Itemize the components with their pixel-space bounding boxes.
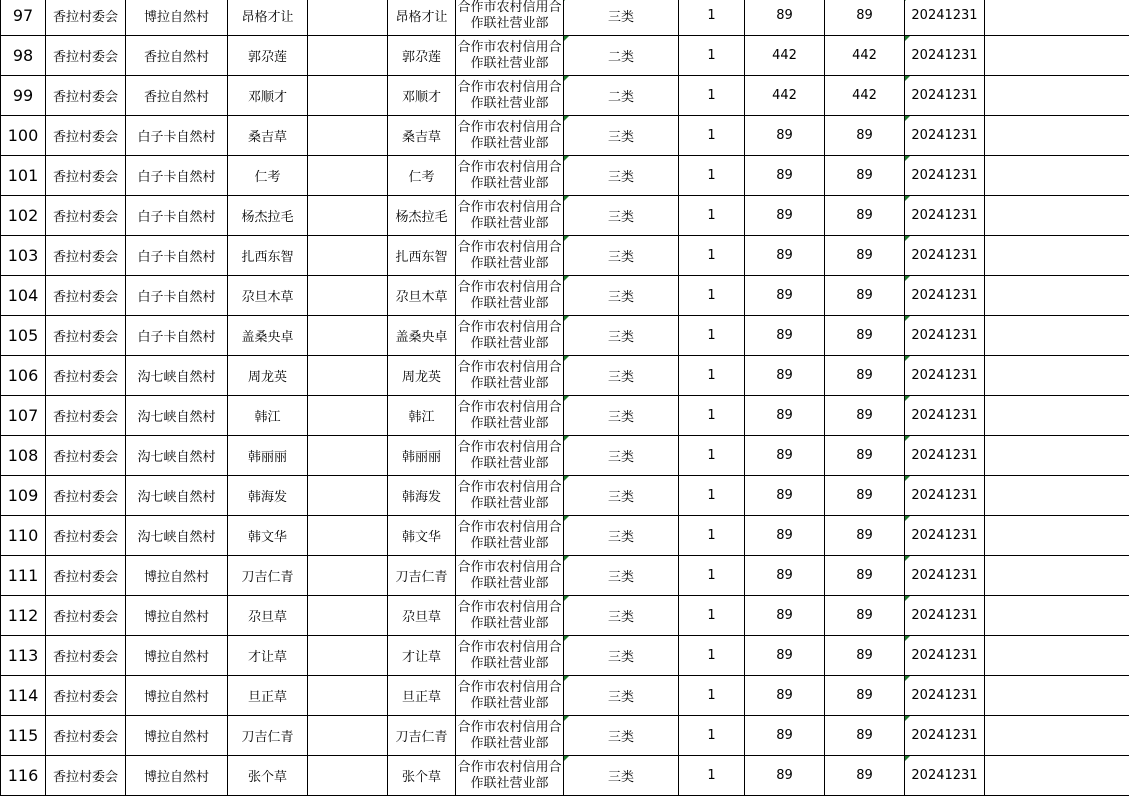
cell-amount[interactable]: 89 xyxy=(745,676,825,716)
cell-household-head[interactable]: 周龙英 xyxy=(228,356,308,396)
cell-amount[interactable]: 89 xyxy=(745,396,825,436)
cell-category[interactable]: 三类 xyxy=(564,716,679,756)
cell-category[interactable]: 三类 xyxy=(564,116,679,156)
cell-household-head[interactable]: 盖桑央卓 xyxy=(228,316,308,356)
cell-account-holder[interactable]: 昂格才让 xyxy=(388,0,456,36)
table-body xyxy=(1,0,1129,796)
cell-category[interactable]: 三类 xyxy=(564,756,679,796)
cell-household-head[interactable]: 扎西东智 xyxy=(228,236,308,276)
cell-person-count[interactable]: 1 xyxy=(679,556,745,596)
cell-person-count[interactable]: 1 xyxy=(679,316,745,356)
cell-account-holder[interactable]: 扎西东智 xyxy=(388,236,456,276)
cell-village-committee[interactable]: 香拉村委会 xyxy=(46,716,126,756)
cell-amount-paid[interactable]: 89 xyxy=(825,0,905,36)
cell-empty-extra[interactable] xyxy=(985,396,1129,436)
cell-account-holder[interactable]: 韩海发 xyxy=(388,476,456,516)
cell-household-head[interactable]: 韩海发 xyxy=(228,476,308,516)
cell-category[interactable]: 二类 xyxy=(564,36,679,76)
cell-account-holder[interactable]: 杨杰拉毛 xyxy=(388,196,456,236)
cell-household-head[interactable]: 刀吉仁青 xyxy=(228,556,308,596)
cell-category[interactable]: 三类 xyxy=(564,636,679,676)
cell-seq-number[interactable]: 98 xyxy=(1,36,46,76)
cell-amount-paid[interactable]: 442 xyxy=(825,36,905,76)
cell-seq-number[interactable]: 104 xyxy=(1,276,46,316)
cell-empty[interactable] xyxy=(308,36,388,76)
cell-amount-paid[interactable]: 89 xyxy=(825,316,905,356)
cell-empty-extra[interactable] xyxy=(985,676,1129,716)
cell-natural-village[interactable]: 博拉自然村 xyxy=(126,636,228,676)
cell-account-holder[interactable]: 桑吉草 xyxy=(388,116,456,156)
cell-amount-paid[interactable]: 89 xyxy=(825,476,905,516)
cell-village-committee[interactable]: 香拉村委会 xyxy=(46,356,126,396)
cell-seq-number[interactable]: 114 xyxy=(1,676,46,716)
cell-empty-extra[interactable] xyxy=(985,276,1129,316)
cell-village-committee[interactable]: 香拉村委会 xyxy=(46,556,126,596)
cell-empty-extra[interactable] xyxy=(985,516,1129,556)
cell-amount[interactable]: 89 xyxy=(745,556,825,596)
cell-person-count[interactable]: 1 xyxy=(679,196,745,236)
cell-household-head[interactable]: 才让草 xyxy=(228,636,308,676)
cell-natural-village[interactable]: 香拉自然村 xyxy=(126,36,228,76)
cell-amount[interactable]: 89 xyxy=(745,436,825,476)
table-row xyxy=(1,116,1129,156)
cell-natural-village[interactable]: 白子卡自然村 xyxy=(126,236,228,276)
cell-village-committee[interactable]: 香拉村委会 xyxy=(46,236,126,276)
cell-amount[interactable]: 89 xyxy=(745,356,825,396)
table-row xyxy=(1,476,1129,516)
cell-bank-branch[interactable]: 合作市农村信用合作联社营业部 xyxy=(456,356,564,396)
cell-date[interactable]: 20241231 xyxy=(905,396,985,436)
cell-natural-village[interactable]: 博拉自然村 xyxy=(126,596,228,636)
cell-date[interactable]: 20241231 xyxy=(905,196,985,236)
cell-empty[interactable] xyxy=(308,276,388,316)
cell-date[interactable]: 20241231 xyxy=(905,676,985,716)
table-row xyxy=(1,36,1129,76)
cell-empty-extra[interactable] xyxy=(985,76,1129,116)
cell-empty-extra[interactable] xyxy=(985,36,1129,76)
cell-empty[interactable] xyxy=(308,0,388,36)
cell-natural-village[interactable]: 白子卡自然村 xyxy=(126,116,228,156)
cell-household-head[interactable]: 刀吉仁青 xyxy=(228,716,308,756)
cell-household-head[interactable]: 桑吉草 xyxy=(228,116,308,156)
cell-empty-extra[interactable] xyxy=(985,0,1129,36)
cell-account-holder[interactable]: 韩文华 xyxy=(388,516,456,556)
cell-account-holder[interactable]: 张个草 xyxy=(388,756,456,796)
cell-bank-branch[interactable]: 合作市农村信用合作联社营业部 xyxy=(456,316,564,356)
cell-amount-paid[interactable]: 89 xyxy=(825,196,905,236)
cell-seq-number[interactable]: 106 xyxy=(1,356,46,396)
cell-bank-branch[interactable]: 合作市农村信用合作联社营业部 xyxy=(456,116,564,156)
cell-bank-branch[interactable]: 合作市农村信用合作联社营业部 xyxy=(456,236,564,276)
cell-person-count[interactable]: 1 xyxy=(679,636,745,676)
cell-account-holder[interactable]: 盖桑央卓 xyxy=(388,316,456,356)
cell-category[interactable]: 三类 xyxy=(564,156,679,196)
cell-amount-paid[interactable]: 89 xyxy=(825,436,905,476)
cell-amount[interactable]: 89 xyxy=(745,476,825,516)
cell-household-head[interactable]: 杨杰拉毛 xyxy=(228,196,308,236)
cell-empty-extra[interactable] xyxy=(985,236,1129,276)
cell-amount-paid[interactable]: 89 xyxy=(825,676,905,716)
cell-empty-extra[interactable] xyxy=(985,636,1129,676)
table-row xyxy=(1,756,1129,796)
cell-empty-extra[interactable] xyxy=(985,596,1129,636)
cell-natural-village[interactable]: 沟七峡自然村 xyxy=(126,396,228,436)
cell-account-holder[interactable]: 才让草 xyxy=(388,636,456,676)
cell-bank-branch[interactable]: 合作市农村信用合作联社营业部 xyxy=(456,476,564,516)
cell-empty-extra[interactable] xyxy=(985,116,1129,156)
cell-natural-village[interactable]: 博拉自然村 xyxy=(126,716,228,756)
cell-account-holder[interactable]: 尕旦草 xyxy=(388,596,456,636)
cell-bank-branch[interactable]: 合作市农村信用合作联社营业部 xyxy=(456,396,564,436)
cell-village-committee[interactable]: 香拉村委会 xyxy=(46,516,126,556)
cell-person-count[interactable]: 1 xyxy=(679,236,745,276)
cell-village-committee[interactable]: 香拉村委会 xyxy=(46,476,126,516)
cell-seq-number[interactable]: 108 xyxy=(1,436,46,476)
cell-category[interactable]: 三类 xyxy=(564,556,679,596)
cell-account-holder[interactable]: 周龙英 xyxy=(388,356,456,396)
cell-village-committee[interactable]: 香拉村委会 xyxy=(46,756,126,796)
cell-natural-village[interactable]: 沟七峡自然村 xyxy=(126,516,228,556)
cell-household-head[interactable]: 旦正草 xyxy=(228,676,308,716)
cell-village-committee[interactable]: 香拉村委会 xyxy=(46,36,126,76)
cell-household-head[interactable]: 仁考 xyxy=(228,156,308,196)
cell-village-committee[interactable]: 香拉村委会 xyxy=(46,396,126,436)
cell-category[interactable]: 三类 xyxy=(564,316,679,356)
cell-village-committee[interactable]: 香拉村委会 xyxy=(46,676,126,716)
cell-category[interactable]: 三类 xyxy=(564,396,679,436)
cell-date[interactable]: 20241231 xyxy=(905,636,985,676)
cell-bank-branch[interactable]: 合作市农村信用合作联社营业部 xyxy=(456,36,564,76)
cell-natural-village[interactable]: 沟七峡自然村 xyxy=(126,476,228,516)
cell-seq-number[interactable]: 111 xyxy=(1,556,46,596)
cell-date[interactable]: 20241231 xyxy=(905,116,985,156)
cell-seq-number[interactable]: 110 xyxy=(1,516,46,556)
table-row xyxy=(1,596,1129,636)
cell-natural-village[interactable]: 白子卡自然村 xyxy=(126,316,228,356)
cell-amount[interactable]: 89 xyxy=(745,756,825,796)
cell-person-count[interactable]: 1 xyxy=(679,436,745,476)
table-row xyxy=(1,716,1129,756)
cell-natural-village[interactable]: 沟七峡自然村 xyxy=(126,436,228,476)
cell-empty-extra[interactable] xyxy=(985,556,1129,596)
cell-account-holder[interactable]: 邓顺才 xyxy=(388,76,456,116)
cell-date[interactable]: 20241231 xyxy=(905,756,985,796)
cell-amount-paid[interactable]: 89 xyxy=(825,756,905,796)
table-row xyxy=(1,316,1129,356)
cell-person-count[interactable]: 1 xyxy=(679,0,745,36)
cell-account-holder[interactable]: 旦正草 xyxy=(388,676,456,716)
cell-bank-branch[interactable]: 合作市农村信用合作联社营业部 xyxy=(456,556,564,596)
cell-seq-number[interactable]: 107 xyxy=(1,396,46,436)
cell-empty[interactable] xyxy=(308,636,388,676)
cell-village-committee[interactable]: 香拉村委会 xyxy=(46,636,126,676)
cell-category[interactable]: 三类 xyxy=(564,436,679,476)
cell-empty-extra[interactable] xyxy=(985,756,1129,796)
cell-amount-paid[interactable]: 89 xyxy=(825,636,905,676)
cell-empty-extra[interactable] xyxy=(985,316,1129,356)
cell-natural-village[interactable]: 博拉自然村 xyxy=(126,676,228,716)
cell-empty[interactable] xyxy=(308,156,388,196)
cell-amount-paid[interactable]: 89 xyxy=(825,596,905,636)
table-row xyxy=(1,236,1129,276)
cell-account-holder[interactable]: 刀吉仁青 xyxy=(388,556,456,596)
cell-empty-extra[interactable] xyxy=(985,716,1129,756)
cell-empty[interactable] xyxy=(308,76,388,116)
cell-bank-branch[interactable]: 合作市农村信用合作联社营业部 xyxy=(456,76,564,116)
cell-date[interactable]: 20241231 xyxy=(905,556,985,596)
cell-amount-paid[interactable]: 89 xyxy=(825,716,905,756)
cell-empty[interactable] xyxy=(308,236,388,276)
cell-seq-number[interactable]: 102 xyxy=(1,196,46,236)
cell-date[interactable]: 20241231 xyxy=(905,36,985,76)
cell-person-count[interactable]: 1 xyxy=(679,36,745,76)
cell-empty-extra[interactable] xyxy=(985,196,1129,236)
cell-amount-paid[interactable]: 442 xyxy=(825,76,905,116)
cell-empty-extra[interactable] xyxy=(985,436,1129,476)
cell-household-head[interactable]: 韩丽丽 xyxy=(228,436,308,476)
cell-village-committee[interactable]: 香拉村委会 xyxy=(46,76,126,116)
cell-bank-branch[interactable]: 合作市农村信用合作联社营业部 xyxy=(456,156,564,196)
cell-amount-paid[interactable]: 89 xyxy=(825,556,905,596)
cell-person-count[interactable]: 1 xyxy=(679,716,745,756)
cell-person-count[interactable]: 1 xyxy=(679,396,745,436)
cell-account-holder[interactable]: 尕旦木草 xyxy=(388,276,456,316)
cell-natural-village[interactable]: 沟七峡自然村 xyxy=(126,356,228,396)
table-row xyxy=(1,356,1129,396)
cell-empty[interactable] xyxy=(308,316,388,356)
cell-amount-paid[interactable]: 89 xyxy=(825,156,905,196)
table-row xyxy=(1,556,1129,596)
cell-amount[interactable]: 89 xyxy=(745,236,825,276)
cell-seq-number[interactable]: 103 xyxy=(1,236,46,276)
cell-amount[interactable]: 89 xyxy=(745,0,825,36)
cell-amount[interactable]: 89 xyxy=(745,716,825,756)
cell-village-committee[interactable]: 香拉村委会 xyxy=(46,156,126,196)
cell-account-holder[interactable]: 郭尕莲 xyxy=(388,36,456,76)
cell-empty-extra[interactable] xyxy=(985,476,1129,516)
cell-date[interactable]: 20241231 xyxy=(905,356,985,396)
cell-bank-branch[interactable]: 合作市农村信用合作联社营业部 xyxy=(456,596,564,636)
cell-person-count[interactable]: 1 xyxy=(679,356,745,396)
table-row xyxy=(1,0,1129,36)
cell-category[interactable]: 三类 xyxy=(564,516,679,556)
cell-empty[interactable] xyxy=(308,716,388,756)
cell-household-head[interactable]: 邓顺才 xyxy=(228,76,308,116)
cell-empty[interactable] xyxy=(308,556,388,596)
cell-date[interactable]: 20241231 xyxy=(905,0,985,36)
cell-household-head[interactable]: 韩文华 xyxy=(228,516,308,556)
cell-empty[interactable] xyxy=(308,436,388,476)
cell-household-head[interactable]: 郭尕莲 xyxy=(228,36,308,76)
cell-empty[interactable] xyxy=(308,396,388,436)
cell-amount[interactable]: 442 xyxy=(745,76,825,116)
cell-person-count[interactable]: 1 xyxy=(679,676,745,716)
cell-date[interactable]: 20241231 xyxy=(905,716,985,756)
cell-seq-number[interactable]: 112 xyxy=(1,596,46,636)
cell-bank-branch[interactable]: 合作市农村信用合作联社营业部 xyxy=(456,516,564,556)
table-row xyxy=(1,156,1129,196)
table-row xyxy=(1,276,1129,316)
cell-natural-village[interactable]: 博拉自然村 xyxy=(126,756,228,796)
cell-amount[interactable]: 89 xyxy=(745,516,825,556)
cell-bank-branch[interactable]: 合作市农村信用合作联社营业部 xyxy=(456,676,564,716)
cell-category[interactable]: 三类 xyxy=(564,196,679,236)
cell-seq-number[interactable]: 97 xyxy=(1,0,46,36)
cell-household-head[interactable]: 韩江 xyxy=(228,396,308,436)
cell-empty[interactable] xyxy=(308,756,388,796)
cell-bank-branch[interactable]: 合作市农村信用合作联社营业部 xyxy=(456,196,564,236)
cell-date[interactable]: 20241231 xyxy=(905,596,985,636)
cell-account-holder[interactable]: 韩江 xyxy=(388,396,456,436)
cell-amount-paid[interactable]: 89 xyxy=(825,116,905,156)
cell-amount[interactable]: 89 xyxy=(745,596,825,636)
cell-account-holder[interactable]: 刀吉仁青 xyxy=(388,716,456,756)
cell-category[interactable]: 二类 xyxy=(564,76,679,116)
cell-seq-number[interactable]: 115 xyxy=(1,716,46,756)
cell-household-head[interactable]: 尕旦木草 xyxy=(228,276,308,316)
table-row xyxy=(1,676,1129,716)
cell-date[interactable]: 20241231 xyxy=(905,276,985,316)
cell-empty[interactable] xyxy=(308,476,388,516)
cell-category[interactable]: 三类 xyxy=(564,676,679,716)
cell-amount-paid[interactable]: 89 xyxy=(825,276,905,316)
cell-seq-number[interactable]: 99 xyxy=(1,76,46,116)
cell-amount[interactable]: 89 xyxy=(745,196,825,236)
cell-amount-paid[interactable]: 89 xyxy=(825,516,905,556)
cell-date[interactable]: 20241231 xyxy=(905,476,985,516)
cell-empty[interactable] xyxy=(308,196,388,236)
cell-village-committee[interactable]: 香拉村委会 xyxy=(46,276,126,316)
cell-amount[interactable]: 89 xyxy=(745,316,825,356)
cell-amount[interactable]: 442 xyxy=(745,36,825,76)
cell-empty[interactable] xyxy=(308,676,388,716)
cell-category[interactable]: 三类 xyxy=(564,596,679,636)
cell-natural-village[interactable]: 白子卡自然村 xyxy=(126,276,228,316)
cell-village-committee[interactable]: 香拉村委会 xyxy=(46,196,126,236)
cell-date[interactable]: 20241231 xyxy=(905,76,985,116)
table-row xyxy=(1,76,1129,116)
cell-household-head[interactable]: 尕旦草 xyxy=(228,596,308,636)
cell-amount-paid[interactable]: 89 xyxy=(825,396,905,436)
cell-village-committee[interactable]: 香拉村委会 xyxy=(46,0,126,36)
cell-person-count[interactable]: 1 xyxy=(679,596,745,636)
cell-person-count[interactable]: 1 xyxy=(679,76,745,116)
cell-bank-branch[interactable]: 合作市农村信用合作联社营业部 xyxy=(456,716,564,756)
cell-person-count[interactable]: 1 xyxy=(679,476,745,516)
cell-seq-number[interactable]: 109 xyxy=(1,476,46,516)
cell-person-count[interactable]: 1 xyxy=(679,756,745,796)
cell-person-count[interactable]: 1 xyxy=(679,116,745,156)
cell-amount[interactable]: 89 xyxy=(745,276,825,316)
cell-village-committee[interactable]: 香拉村委会 xyxy=(46,596,126,636)
cell-empty[interactable] xyxy=(308,516,388,556)
table-row xyxy=(1,396,1129,436)
table-row xyxy=(1,516,1129,556)
cell-amount[interactable]: 89 xyxy=(745,116,825,156)
cell-seq-number[interactable]: 116 xyxy=(1,756,46,796)
cell-category[interactable]: 三类 xyxy=(564,356,679,396)
cell-person-count[interactable]: 1 xyxy=(679,276,745,316)
cell-natural-village[interactable]: 博拉自然村 xyxy=(126,0,228,36)
cell-natural-village[interactable]: 白子卡自然村 xyxy=(126,156,228,196)
cell-empty-extra[interactable] xyxy=(985,156,1129,196)
table-row xyxy=(1,436,1129,476)
cell-village-committee[interactable]: 香拉村委会 xyxy=(46,316,126,356)
cell-date[interactable]: 20241231 xyxy=(905,316,985,356)
cell-category[interactable]: 三类 xyxy=(564,476,679,516)
cell-empty[interactable] xyxy=(308,116,388,156)
cell-bank-branch[interactable]: 合作市农村信用合作联社营业部 xyxy=(456,756,564,796)
cell-household-head[interactable]: 张个草 xyxy=(228,756,308,796)
cell-seq-number[interactable]: 100 xyxy=(1,116,46,156)
cell-date[interactable]: 20241231 xyxy=(905,236,985,276)
cell-household-head[interactable]: 昂格才让 xyxy=(228,0,308,36)
cell-date[interactable]: 20241231 xyxy=(905,156,985,196)
cell-village-committee[interactable]: 香拉村委会 xyxy=(46,436,126,476)
cell-natural-village[interactable]: 香拉自然村 xyxy=(126,76,228,116)
cell-natural-village[interactable]: 白子卡自然村 xyxy=(126,196,228,236)
cell-date[interactable]: 20241231 xyxy=(905,436,985,476)
cell-bank-branch[interactable]: 合作市农村信用合作联社营业部 xyxy=(456,0,564,36)
cell-natural-village[interactable]: 博拉自然村 xyxy=(126,556,228,596)
cell-empty[interactable] xyxy=(308,356,388,396)
cell-amount-paid[interactable]: 89 xyxy=(825,236,905,276)
cell-bank-branch[interactable]: 合作市农村信用合作联社营业部 xyxy=(456,636,564,676)
cell-bank-branch[interactable]: 合作市农村信用合作联社营业部 xyxy=(456,276,564,316)
cell-bank-branch[interactable]: 合作市农村信用合作联社营业部 xyxy=(456,436,564,476)
cell-seq-number[interactable]: 101 xyxy=(1,156,46,196)
table-row xyxy=(1,196,1129,236)
cell-village-committee[interactable]: 香拉村委会 xyxy=(46,116,126,156)
cell-seq-number[interactable]: 113 xyxy=(1,636,46,676)
cell-date[interactable]: 20241231 xyxy=(905,516,985,556)
cell-amount-paid[interactable]: 89 xyxy=(825,356,905,396)
cell-person-count[interactable]: 1 xyxy=(679,156,745,196)
cell-amount[interactable]: 89 xyxy=(745,636,825,676)
cell-amount[interactable]: 89 xyxy=(745,156,825,196)
cell-empty-extra[interactable] xyxy=(985,356,1129,396)
cell-account-holder[interactable]: 仁考 xyxy=(388,156,456,196)
cell-empty[interactable] xyxy=(308,596,388,636)
cell-category[interactable]: 三类 xyxy=(564,0,679,36)
cell-account-holder[interactable]: 韩丽丽 xyxy=(388,436,456,476)
cell-category[interactable]: 三类 xyxy=(564,236,679,276)
cell-person-count[interactable]: 1 xyxy=(679,516,745,556)
cell-seq-number[interactable]: 105 xyxy=(1,316,46,356)
table-row xyxy=(1,636,1129,676)
cell-category[interactable]: 三类 xyxy=(564,276,679,316)
